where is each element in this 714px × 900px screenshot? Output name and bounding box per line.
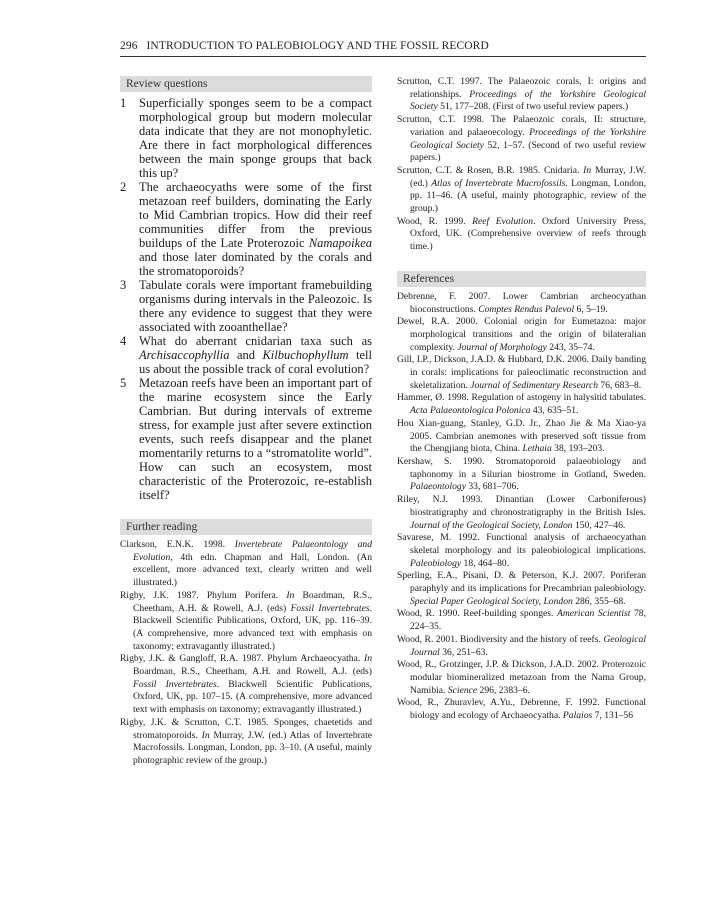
- reference-entry: Dewel, R.A. 2000. Colonial origin for Eumetazoa: major morphological transitions and the origin of bilateralian complexity. Journal of Morphology 243, 35–74.: [397, 316, 646, 353]
- question-item: [120, 278, 372, 334]
- reference-entry: Wood, R. 2001. Biodiversity and the history of reefs. Geological Journal 36, 251–63.: [397, 633, 646, 658]
- question-text: What do aberrant cnidarian taxa such as Archisaccophyllia and Kilbuchophyllum tell us about the possible track of coral evolution?: [139, 334, 372, 376]
- reference-entry: Hammer, Ø. 1998. Regulation of astogeny in halysitid tabulates. Acta Palaeontologica Polonica 43, 635–51.: [397, 392, 646, 417]
- further-reading-entry: Rigby, J.K. & Scrutton, C.T. 1985. Sponges, chaetetids and stromatoporoids. In Murray, J.W. (ed.) Atlas of Invertebrate Macrofossils. Longman, London, pp. 3–10. (A useful, mainly photographic review of the group.): [120, 716, 372, 766]
- question-number: 5: [120, 376, 127, 390]
- further-reading-entry: Scrutton, C.T. 1998. The Palaeozoic corals, II: structure, variation and palaeoecology. Proceedings of the Yorkshire Geological Society 52, 1–57. (Second of two useful review papers.): [397, 114, 646, 164]
- question-text: Tabulate corals were important framebuilding organisms during intervals in the Paleozoic. Is there any evidence to suggest that they were associated with zooanthellae?: [139, 278, 372, 334]
- question-number: 4: [120, 334, 127, 348]
- question-item: [120, 180, 372, 278]
- further-reading-entry: Scrutton, C.T. 1997. The Palaeozoic corals, I: origins and relationships. Proceedings of the Yorkshire Geological Society 51, 177–208. (First of two useful review papers.): [397, 76, 647, 113]
- header-rule: [120, 56, 646, 57]
- question-number: 2: [120, 180, 127, 194]
- reference-entry: Wood, R., Grotzinger, J.P. & Dickson, J.A.D. 2002. Proterozoic modular biomineralized metazoan from the Nama Group, Namibia. Science 296, 2383–6.: [397, 659, 646, 696]
- left-column: [120, 76, 372, 768]
- page-number: 296: [120, 40, 138, 52]
- running-header: [120, 40, 646, 52]
- reference-entry: Hou Xian-guang, Stanley, G.D. Jr., Zhao Jie & Ma Xiao-ya 2005. Cambrian anemones with preserved soft tissue from the Chengjiang biota, China. Lethaia 38, 193–203.: [397, 417, 646, 455]
- further-reading-list-right: [397, 76, 646, 254]
- question-item: [120, 96, 372, 180]
- further-reading-entry: Wood, R. 1999. Reef Evolution. Oxford University Press, Oxford, UK. (Comprehensive overview of reefs through time.): [397, 215, 646, 253]
- reference-entry: Gill, I.P., Dickson, J.A.D. & Hubbard, D.K. 2006. Daily banding in corals: implications for paleoclimatic reconstruction and skeletalization. Journal of Sedimentary Research 76, 683–8.: [397, 354, 646, 391]
- further-reading-entry: Rigby, J.K. & Gangloff, R.A. 1987. Phylum Archaeocyatha. In Boardman, R.S., Cheetham, A.H. and Rowell, A.J. (eds) Fossil Invertebrates. Blackwell Scientific Publications, Oxford, UK, pp. 107–15. (A comprehensive, more advanced text with emphasis on taxonomy; extravagantly illustrated.): [120, 653, 372, 716]
- review-questions-heading: Review questions: [120, 76, 372, 92]
- reference-entry: Debrenne, F. 2007. Lower Cambrian archeocyathan bioconstructions. Comptes Rendus Palevol 6, 5–19.: [397, 290, 646, 315]
- reference-entry: Sperling, E.A., Pisani, D. & Peterson, K.J. 2007. Poriferan paraphyly and its implications for Precambrian paleobiology. Special Paper Geological Society, London 286, 355–68.: [397, 570, 646, 607]
- reference-entry: Wood, R., Zhuravlev, A.Yu., Debrenne, F. 1992. Functional biology and ecology of Archaeocyatha. Palaios 7, 131–56: [397, 697, 646, 722]
- question-item: [120, 376, 372, 502]
- right-column: [397, 76, 646, 723]
- question-text: The archaeocyaths were some of the first metazoan reef builders, dominating the Early to Mid Cambrian tropics. How did their reef communities differ from the previous buildups of the Late Proterozoic Namapoikea and those later dominated by the corals and the stromatoporoids?: [139, 180, 372, 278]
- reference-entry: Wood, R. 1990. Reef-building sponges. American Scientist 78, 224–35.: [397, 608, 647, 633]
- question-text: Metazoan reefs have been an important part of the marine ecosystem since the Early Cambrian. But during intervals of extreme stress, for example just after severe extinction events, such reefs disappear and the planet momentarily returns to a “stromatolite world”. How can such an ecosystem, most characteristic of the Proterozoic, re-establish itself?: [139, 376, 372, 502]
- question-number: 3: [120, 278, 127, 292]
- further-reading-heading: Further reading: [120, 519, 372, 535]
- further-reading-entry: Rigby, J.K. 1987. Phylum Porifera. In Boardman, R.S., Cheetham, A.H. & Rowell, A.J. (eds) Fossil Invertebrates. Blackwell Scientific Publications, Oxford, UK, pp. 116–39. (A comprehensive, more advanced text with emphasis on taxonomy; extravagantly illustrated.): [120, 589, 372, 652]
- references-list: [397, 291, 646, 723]
- reference-entry: Kershaw, S. 1990. Stromatoporoid palaeobiology and taphonomy in a Silurian biostrome in Gotland, Sweden. Palaeontology 33, 681–706.: [397, 455, 646, 493]
- further-reading-entry: Clarkson, E.N.K. 1998. Invertebrate Palaeontology and Evolution, 4th edn. Chapman and Hall, London. (An excellent, more advanced text, clearly written and well illustrated.): [120, 539, 373, 589]
- review-questions-list: [120, 96, 372, 502]
- reference-entry: Riley, N.J. 1993. Dinantian (Lower Carboniferous) biostratigraphy and chronostratigraphy in the British Isles. Journal of the Geological Society, London 150, 427–46.: [397, 494, 646, 531]
- question-item: [120, 334, 372, 376]
- reference-entry: Savarese, M. 1992. Functional analysis of archaeocyathan skeletal morphology and its paleobiological implications. Paleobiology 18, 464–80.: [397, 532, 646, 569]
- question-text: Superficially sponges seem to be a compact morphological group but modern molecular data indicate that they are not monophyletic. Are there in fact morphological differences between the main sponge groups that back this up?: [139, 96, 372, 180]
- references-heading: References: [397, 271, 646, 287]
- running-title: INTRODUCTION TO PALEOBIOLOGY AND THE FOSSIL RECORD: [146, 40, 489, 52]
- further-reading-list-left: [120, 539, 372, 768]
- question-number: 1: [120, 96, 127, 110]
- further-reading-entry: Scrutton, C.T. & Rosen, B.R. 1985. Cnidaria. In Murray, J.W. (ed.) Atlas of Invertebrate Macrofossils. Longman, London, pp. 11–46. (A useful, mainly photographic, review of the group.): [397, 164, 646, 215]
